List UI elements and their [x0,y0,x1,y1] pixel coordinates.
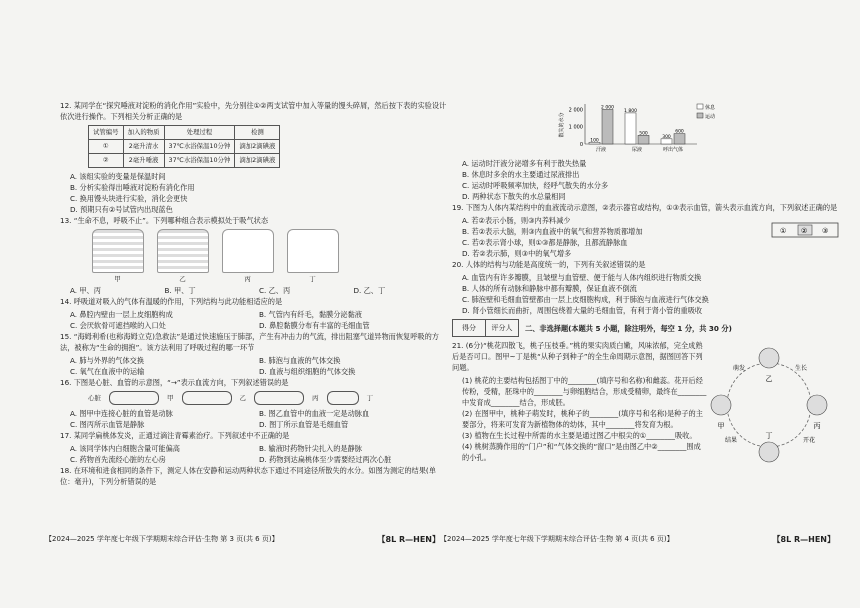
figure-label: 丙 [813,422,821,430]
figure-label: 丙 [312,393,319,402]
figure-label: 丁 [309,275,316,283]
figure-label: 丁 [765,432,773,440]
q19-option: C. 若②表示肾小球，则①③都是静脉，且都流静脉血 [462,238,628,247]
figure-label: 丙 [244,275,251,283]
data-label: 100 [590,138,599,144]
legend-label: 运动 [705,114,716,120]
figure-label: 生长 [795,365,808,372]
ribcage-figure-a [92,229,144,273]
q12-table [88,125,280,168]
q15-option: C. 氧气在血液中的运输 [70,367,145,376]
data-label: 2 000 [601,105,614,111]
x-tick-label: 尿液 [631,147,643,153]
q17-stem: 17. 某同学扁桃体发炎，正通过滴注青霉素治疗。下列叙述中不正确的是 [60,431,290,440]
score-table [452,319,519,337]
footer-code: 【8L R—HEN】 [772,535,835,544]
figure-label: 心脏 [88,393,101,402]
q13-stem: 13. “生命不息，呼吸不止”。下列哪种组合表示模拟处于吸气状态 [60,216,269,225]
q12-cell: 2毫升唾液 [123,154,164,168]
q12-cell: 2毫升清水 [123,140,164,154]
chart-bar [602,109,613,144]
q15-option: D. 血液与组织细胞的气体交换 [259,367,356,376]
figure-label: 开花 [803,437,816,444]
q21-stem: 21. (6分)“桃花四散飞，桃子压枝垂。”桃的果实肉质白嫩，风味浓郁，完全成熟后是否可口。图甲~丁是桃“从种子到种子”的全生命周期示意图，据图回答下列问题。 [452,341,703,372]
q21-part: (3) 植物在生长过程中所需的水主要是通过图乙中根尖的①________吸收。 [462,431,697,440]
q12-option: A. 该组实验的变量是保温时间 [70,172,166,181]
q16-options-row [70,419,448,430]
figure-label: 丁 [366,393,373,402]
q21-part: (2) 在图甲中，桃种子萌发时，桃种子的________(填序号和名称)是种子的主要部分，将来可发育为新植物体的幼体，其中________将发育为根。 [462,409,703,429]
q15-options-row [70,355,448,366]
q15-option: A. 肺与外界的气体交换 [70,356,145,365]
chart-bar [638,135,649,144]
q17-option: B. 输液时药物针尖扎入的是静脉 [259,444,362,453]
figure-label: 乙 [239,393,246,402]
peach-lifecycle-figure [707,340,832,470]
q20-option: C. 肺泡壁和毛细血管壁都由一层上皮细胞构成，利于肺泡与血液进行气体交换 [462,295,709,304]
q21-part: (1) 桃花的主要结构包括图丁中的________(填序号和名称)和雌蕊。花开后经传粉，受精，胚珠中的________与卵细胞结合，形成受精卵，最终在________中发育成________结合，形成胚。 [462,376,707,407]
q20-stem: 20. 人体的结构与功能是高度统一的，下列有关叙述错误的是 [452,260,646,269]
figure-label: 甲 [167,393,174,402]
y-axis-label: 散失的水分 [559,112,565,138]
q14-option: A. 鼻腔内壁由一层上皮细胞构成 [70,310,173,319]
legend-swatch [697,113,703,118]
y-tick-label: 0 [579,142,583,148]
q16-option: A. 图甲中连接心脏的血管是动脉 [70,409,173,418]
q12-header: 试管编号 [89,126,124,140]
q17-option: C. 药物首先流经心脏的左心房 [70,455,166,464]
y-tick-label: 1 000 [568,124,583,131]
q14-option: C. 会厌软骨可遮挡喉的入口处 [70,321,166,330]
q21-part: (4) 桃树蒸腾作用的“门户”和“气体交换的“窗口”是由图乙中②________围成的小孔。 [462,442,701,462]
q13-option: B. 甲、丁 [164,286,196,295]
vessel-figure-d [327,391,359,405]
figure-label: 甲 [717,422,725,430]
footer-text: 【2024—2025 学年度七年级下学期期末综合评估·生物 第 4 页(共 6 页)】 [440,535,674,543]
q14-stem: 14. 呼吸道对吸入的气体有温暖的作用，下列结构与此功能相适应的是 [60,297,283,306]
q12-cell: 滴加2滴碘液 [235,140,280,154]
bell-jar-figure-d [287,229,339,273]
figure-label: ③ [822,227,829,235]
q14-options-row [70,320,448,331]
q13-option: C. 乙、丙 [259,286,291,295]
q12-option: C. 换用馒头块进行实验，消化会更快 [70,194,188,203]
q12-cell: 37℃水浴保温10分钟 [164,140,235,154]
data-label: 1 800 [624,108,637,114]
score-header: 评分人 [486,320,519,337]
q19-option: A. 若②表示小肠，则③内养料减少 [462,216,571,225]
figure-label: ① [780,227,787,235]
q17-options-row [70,454,448,465]
q12-cell: ① [89,140,124,154]
q18-option: A. 运动时汗液分泌增多有利于散失热量 [462,159,587,168]
figure-label: 萌发 [733,365,746,372]
q12-header: 加入的物质 [123,126,164,140]
x-tick-label: 汗液 [595,147,607,153]
score-header: 得分 [453,320,486,337]
q12-stem: 12. 某同学在“探究唾液对淀粉的消化作用”实验中，先分别往①②两支试管中加入等量的馒头碎屑，然后按下表的实验设计依次进行操作。下列相关分析正确的是 [60,101,447,121]
q12-option: B. 分析实验得出唾液对淀粉有消化作用 [70,183,195,192]
q18-stem: 18. 在环境和进食相同的条件下，测定人体在安静和运动两种状态下通过不同途径所散失的水分。如图为测定的结果(单位：毫升)，下列分析错误的是 [60,466,436,486]
vessel-figure-c [254,391,304,405]
left-page [60,100,448,528]
q13-options [70,285,448,296]
q19-stem: 19. 下图为人体内某结构中的血液流动示意图，②表示器官或结构，①③表示血管，箭头表示血流方向，下列叙述正确的是 [452,203,838,212]
q16-option: B. 图乙血管中的血液一定是动脉血 [259,409,370,418]
figure-label: 乙 [179,275,186,283]
q17-options-row [70,443,448,454]
q13-figure-labels [85,274,345,285]
data-label: 500 [639,131,648,137]
bell-jar-figure-c [222,229,274,273]
q12-cell: ② [89,154,124,168]
q17-option: D. 药物到达扁桃体至少需要经过两次心脏 [259,455,392,464]
q13-option: A. 甲、丙 [70,286,101,295]
q12-option: D. 预期只有②号试管内出现蓝色 [70,205,173,214]
q12-cell: 37℃水浴保温10分钟 [164,154,235,168]
q20-option: A. 血管内有许多瓣膜，且皱壁与血管壁、便于能与人体内组织进行物质交换 [462,273,702,282]
q18-bar-chart [557,100,727,158]
q12-cell: 滴加2滴碘液 [235,154,280,168]
q16-options-row [70,408,448,419]
q12-header: 处理过程 [164,126,235,140]
q16-figure [88,391,448,405]
q14-option: B. 气管内有纤毛，黏膜分泌黏液 [259,310,362,319]
right-page [452,100,840,528]
q15-stem: 15. “海姆利希(也称海姆立克)急救法”是通过快速施压于肺部，产生有冲击力的气流，排出阻塞气道异物而恢复呼吸的方法，被称为“生命的拥抱”。该方法利用了呼吸过程的哪一环节 [60,332,439,352]
q16-option: C. 图丙所示血管是静脉 [70,420,145,429]
legend-label: 休息 [705,105,716,111]
q13-option: D. 乙、丁 [353,286,386,295]
q14-option: D. 鼻腔黏膜分布有丰富的毛细血管 [259,321,370,330]
q20-option: B. 人体的所有动脉和静脉中都有瓣膜，保证血液不倒流 [462,284,637,293]
vessel-figure-a [109,391,159,405]
legend-swatch [697,104,703,109]
q19-option: D. 若②表示肺，则③中的氧气增多 [462,249,572,258]
q15-option: B. 肺泡与血液的气体交换 [259,356,341,365]
q19-organ-figure [770,215,840,245]
q18-option: D. 两种状态下散失的水总量相同 [462,192,566,201]
x-tick-label: 呼出气体 [662,147,684,153]
q14-options-row [70,309,448,320]
footer-code: 【8L R—HEN】 [377,535,440,544]
q16-option: D. 图丁所示血管是毛细血管 [259,420,349,429]
ribcage-figure-b [157,229,209,273]
chart-bar [674,134,685,144]
q18-option: C. 运动时呼吸频率加快，经呼气散失的水分多 [462,181,609,190]
y-tick-label: 2 000 [568,107,583,114]
section-heading: 二、非选择题(本题共 5 小题，除注明外，每空 1 分，共 30 分) [525,323,732,333]
q17-option: A. 该同学体内白细胞含量可能偏高 [70,444,180,453]
q20-option: D. 肾小管细长而曲折，周围包绕着大量的毛细血管，有利于肾小管的重吸收 [462,306,703,315]
q18-option: B. 休息时多余的水主要通过尿液排出 [462,170,580,179]
figure-label: 甲 [114,275,121,283]
figure-label: ② [801,227,808,235]
q13-figure [85,229,345,273]
data-label: 600 [675,129,684,135]
figure-label: 结果 [725,437,738,444]
chart-bar [625,113,636,144]
data-label: 300 [662,134,671,140]
figure-label: 乙 [765,375,773,383]
q15-options-row [70,366,448,377]
q19-option: B. 若②表示大脑，则③内血液中的氧气和营养物质都增加 [462,227,643,236]
vessel-figure-b [182,391,232,405]
q16-stem: 16. 下图是心脏、血管的示意图，“→”表示血流方向，下列叙述错误的是 [60,378,289,387]
q12-header: 检测 [235,126,280,140]
footer-text: 【2024—2025 学年度七年级下学期期末综合评估·生物 第 3 页(共 6 页)】 [45,535,279,543]
